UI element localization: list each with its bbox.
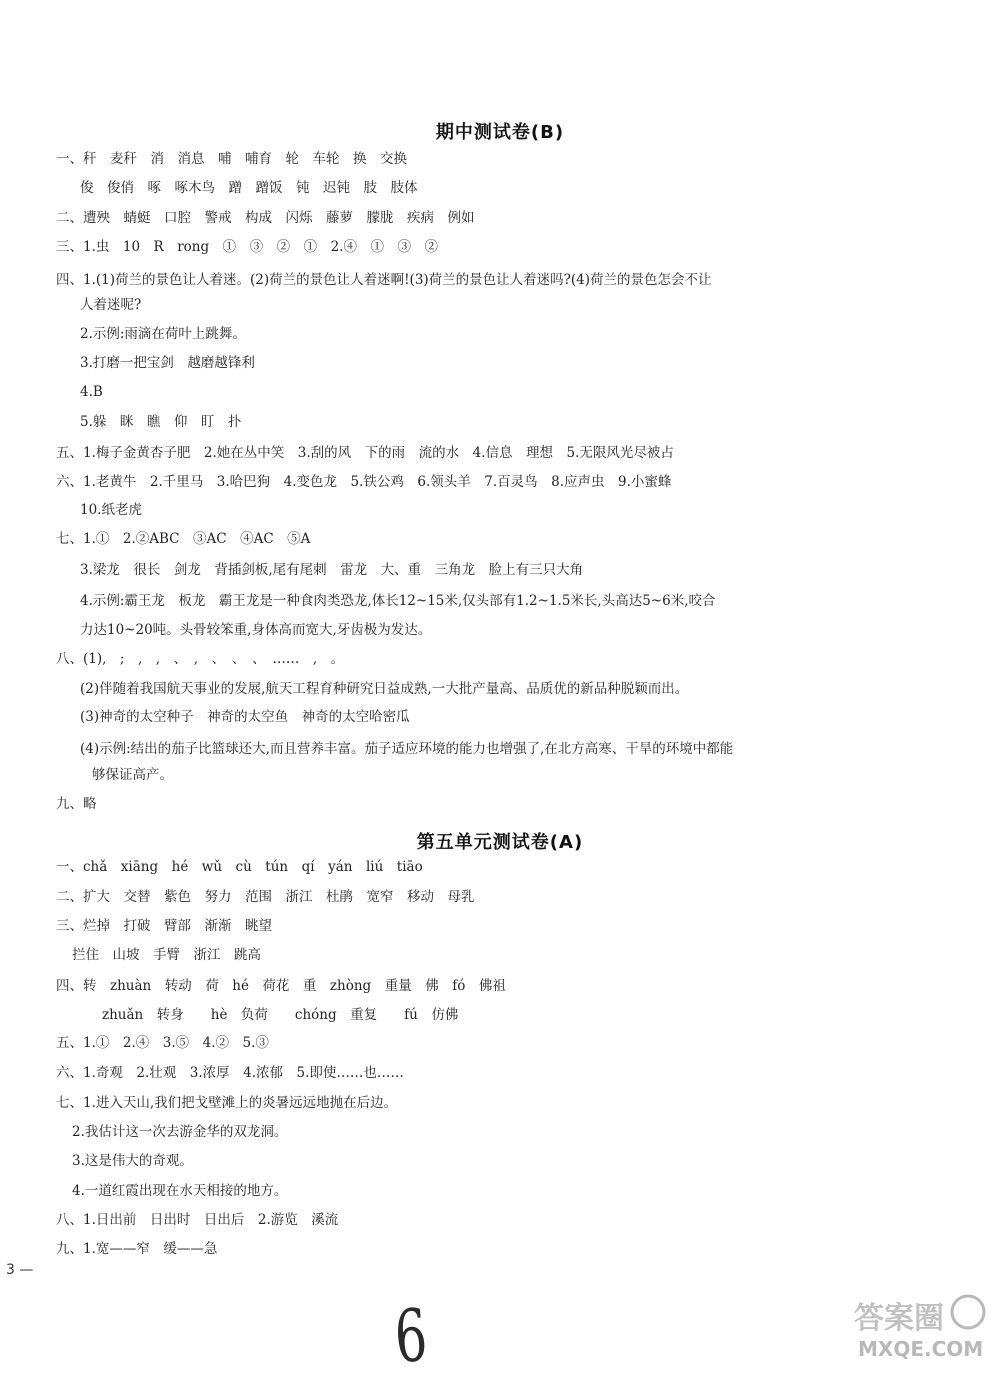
answer-line: 3.打磨一把宝剑 越磨越锋利	[80, 355, 255, 371]
answer-line: 10.纸老虎	[80, 502, 142, 518]
answer-line: 五、1.梅子金黄杏子肥 2.她在丛中笑 3.刮的风 下的雨 流的水 4.信息 理想 5.无限风光尽被占	[56, 445, 674, 461]
answer-line: 九、1.宽——窄 缓——急	[56, 1241, 218, 1257]
answer-line: 力达10~20吨。头骨较笨重,身体高而宽大,牙齿极为发达。	[80, 622, 432, 638]
page-number: 3 —	[6, 1262, 34, 1278]
watermark-text: 答案圈	[854, 1301, 944, 1336]
answer-line: 俊 俊俏 啄 啄木鸟 蹭 蹭饭 钝 迟钝 肢 肢体	[80, 180, 418, 196]
section-title-midterm: 期中测试卷(B)	[435, 122, 565, 143]
answer-line: 5.躲 眯 瞧 仰 盯 扑	[80, 414, 242, 430]
answer-line: 四、1.(1)荷兰的景色让人着迷。(2)荷兰的景色让人着迷啊!(3)荷兰的景色让人着迷吗?(4)荷兰的景色怎会不让	[56, 272, 712, 288]
answer-line: 够保证高产。	[92, 767, 173, 783]
answer-line: 2.我估计这一次去游金华的双龙洞。	[72, 1124, 288, 1140]
answer-line: 3.梁龙 很长 剑龙 背插剑板,尾有尾刺 雷龙 大、重 三角龙 脸上有三只大角	[80, 562, 584, 578]
answer-line: 四、转 zhuàn 转动 荷 hé 荷花 重 zhòng 重量 佛 fó 佛祖	[56, 978, 506, 994]
answer-line: 一、秆 麦秆 消 消息 哺 哺育 轮 车轮 换 交换	[56, 151, 407, 167]
answer-line: 4.示例:霸王龙 板龙 霸王龙是一种食肉类恐龙,体长12~15米,仅头部有1.2~1.5米长,头高达5~6米,咬合	[80, 593, 716, 609]
answer-line: 八、1.日出前 日出时 日出后 2.游览 溪流	[56, 1212, 339, 1228]
section-title-unit5: 第五单元测试卷(A)	[416, 832, 584, 853]
answer-line: 七、1.① 2.②ABC ③AC ④AC ⑤A	[56, 531, 311, 547]
answer-line: 4.B	[80, 384, 103, 400]
answer-line: 九、略	[56, 796, 97, 812]
answer-line: 六、1.奇观 2.壮观 3.浓厚 4.浓郁 5.即使……也……	[56, 1065, 404, 1081]
watermark-url: MXQE.COM	[858, 1337, 984, 1361]
answer-line: zhuǎn 转身 hè 负荷 chóng 重复 fú 仿佛	[102, 1007, 459, 1023]
answer-line: 三、烂掉 打破 臂部 渐渐 眺望	[56, 918, 272, 934]
answer-line: 2.示例:雨滴在荷叶上跳舞。	[80, 326, 246, 342]
answer-line: 二、遭殃 蜻蜓 口腔 警戒 构成 闪烁 藤萝 朦胧 疾病 例如	[56, 210, 475, 226]
answer-line: 人着迷呢?	[80, 297, 142, 313]
answer-line: 二、扩大 交替 紫色 努力 范围 浙江 杜鹃 宽窄 移动 母乳	[56, 889, 475, 905]
answer-line: 六、1.老黄牛 2.千里马 3.哈巴狗 4.变色龙 5.铁公鸡 6.领头羊 7.百灵鸟 8.应声虫 9.小蜜蜂	[56, 474, 672, 490]
answer-line: 3.这是伟大的奇观。	[72, 1153, 193, 1169]
answer-line: 三、1.虫 10 R rong ① ③ ② ① 2.④ ① ③ ②	[56, 239, 439, 255]
answer-line: (3)神奇的太空种子 神奇的太空鱼 神奇的太空哈密瓜	[80, 709, 410, 725]
watermark-logo-icon	[850, 1290, 995, 1362]
handwritten-mark: 6	[391, 1292, 430, 1379]
answer-line: (4)示例:结出的茄子比篮球还大,而且营养丰富。茄子适应环境的能力也增强了,在北方高寒、干旱的环境中都能	[80, 741, 734, 757]
answer-line: 4.一道红霞出现在水天相接的地方。	[72, 1183, 288, 1199]
answer-line: 七、1.进入天山,我们把戈壁滩上的炎暑远远地抛在后边。	[56, 1095, 398, 1111]
answer-line: 一、chǎ xiāng hé wǔ cù tún qí yán liú tiāo	[56, 859, 423, 875]
answer-line: 八、(1), ; , , 、 , 、 、 、 …… , 。	[56, 651, 345, 667]
answer-line: 拦住 山坡 手臂 浙江 跳高	[72, 947, 261, 963]
answer-line: 五、1.① 2.④ 3.⑤ 4.② 5.③	[56, 1035, 269, 1051]
answer-line: (2)伴随着我国航天事业的发展,航天工程育种研究日益成熟,一大批产量高、品质优的新品种脱颖而出。	[80, 681, 689, 697]
